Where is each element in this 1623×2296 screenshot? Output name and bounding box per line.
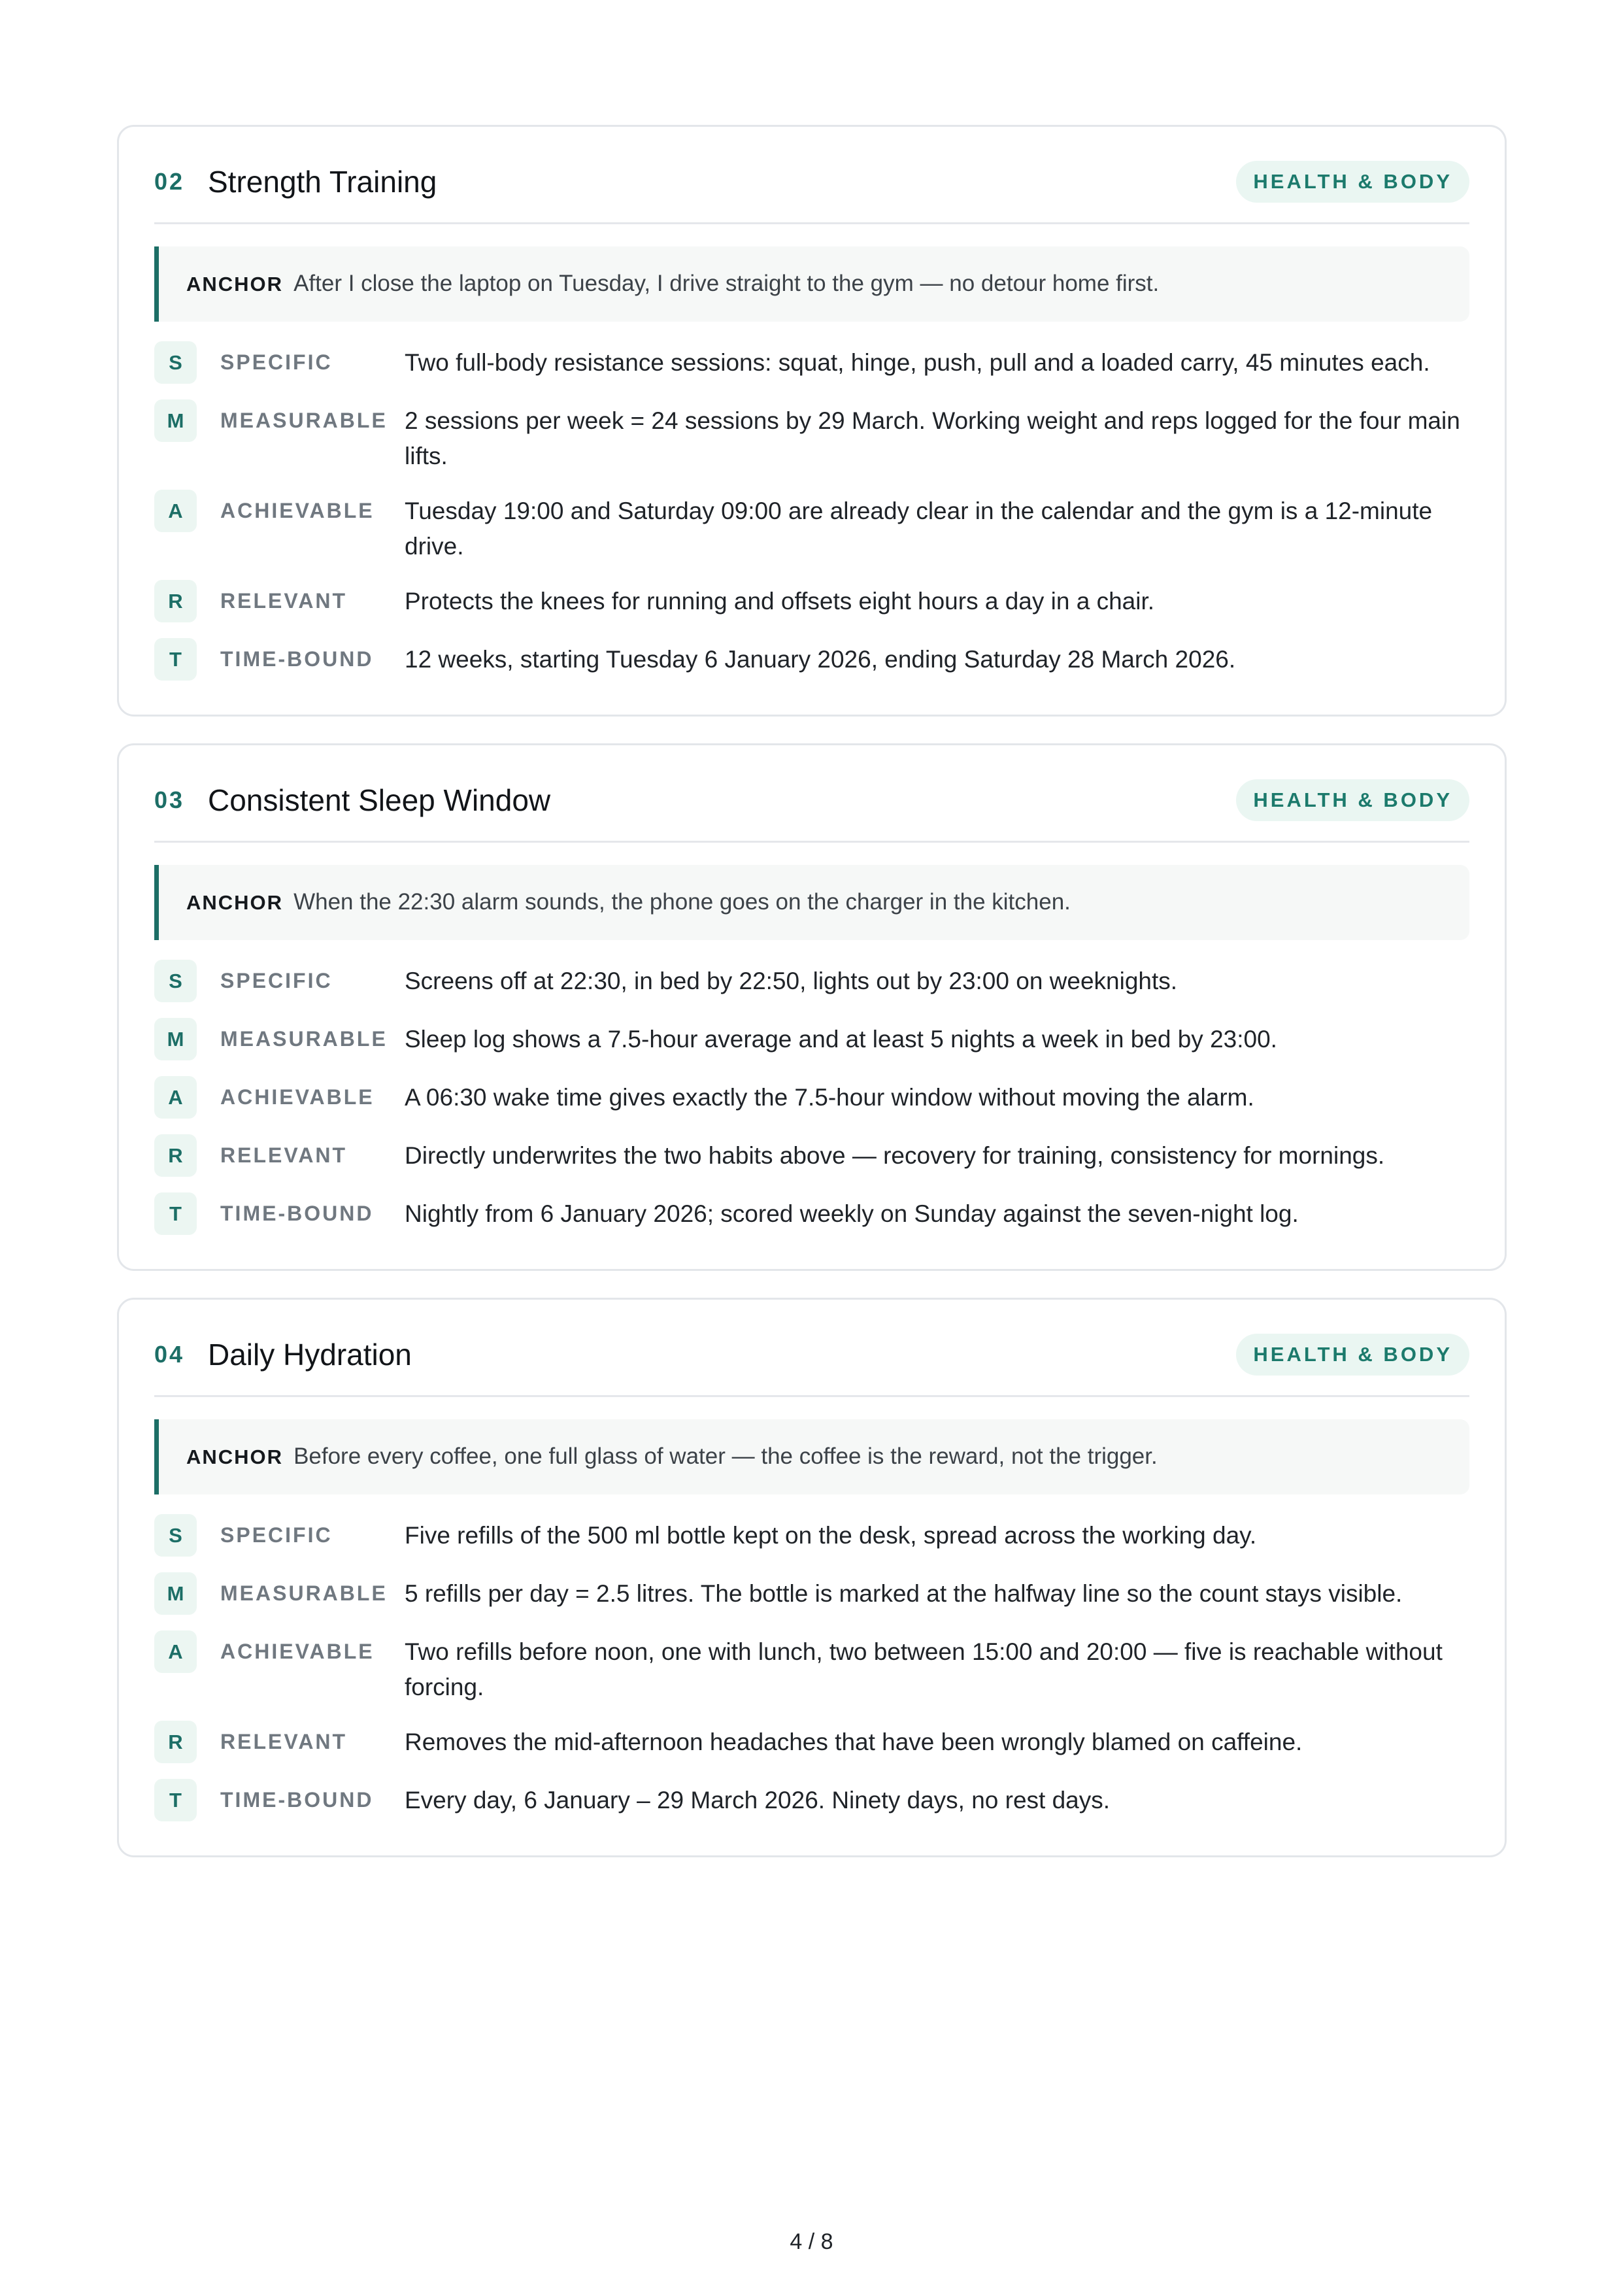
- specific-text: Two full-body resistance sessions: squat, hinge, push, pull and a loaded carry, 45 minutes each.: [405, 349, 1430, 376]
- t-letter-badge: T: [154, 638, 197, 681]
- time-bound-label: TIME-BOUND: [220, 1788, 374, 1812]
- m-letter-badge: M: [154, 1018, 197, 1060]
- relevant-label: RELEVANT: [220, 1730, 348, 1753]
- specific-label: SPECIFIC: [220, 350, 333, 374]
- goal-card: [117, 125, 1507, 717]
- time-bound-label: TIME-BOUND: [220, 1202, 374, 1225]
- m-letter-badge: M: [154, 1572, 197, 1615]
- a-letter-badge: A: [154, 1076, 197, 1119]
- measurable-row: [154, 1572, 1469, 1615]
- goal-cards: [117, 125, 1507, 1884]
- time-bound-row: [154, 1192, 1469, 1235]
- goal-number: 03: [154, 786, 185, 813]
- relevant-text: Removes the mid-afternoon headaches that have been wrongly blamed on caffeine.: [405, 1729, 1303, 1755]
- measurable-text: 2 sessions per week = 24 sessions by 29 March. Working weight and reps logged for the four main lifts.: [405, 407, 1460, 469]
- m-letter-badge: M: [154, 399, 197, 442]
- relevant-label: RELEVANT: [220, 589, 348, 613]
- page-number: 4 / 8: [790, 2229, 833, 2254]
- anchor-text: When the 22:30 alarm sounds, the phone goes on the charger in the kitchen.: [293, 889, 1071, 915]
- relevant-row: [154, 580, 1469, 622]
- achievable-row: [154, 1076, 1469, 1119]
- measurable-label: MEASURABLE: [220, 409, 388, 432]
- category-badge: HEALTH & BODY: [1236, 1334, 1469, 1376]
- smart-criteria: [154, 1514, 1469, 1821]
- measurable-label: MEASURABLE: [220, 1027, 388, 1051]
- time-bound-row: [154, 638, 1469, 681]
- relevant-text: Protects the knees for running and offsets eight hours a day in a chair.: [405, 588, 1155, 615]
- a-letter-badge: A: [154, 1630, 197, 1673]
- smart-criteria: [154, 341, 1469, 681]
- smart-criteria: [154, 960, 1469, 1235]
- time-bound-label: TIME-BOUND: [220, 647, 374, 671]
- r-letter-badge: R: [154, 1721, 197, 1763]
- time-bound-text: Nightly from 6 January 2026; scored weekly on Sunday against the seven-night log.: [405, 1200, 1299, 1227]
- measurable-text: 5 refills per day = 2.5 litres. The bottle is marked at the halfway line so the count stays visible.: [405, 1580, 1403, 1607]
- goal-number: 02: [154, 168, 185, 195]
- specific-row: [154, 341, 1469, 384]
- r-letter-badge: R: [154, 1134, 197, 1177]
- measurable-row: [154, 399, 1469, 474]
- specific-row: [154, 960, 1469, 1002]
- goal-title: Consistent Sleep Window: [208, 783, 551, 817]
- anchor-text: After I close the laptop on Tuesday, I drive straight to the gym — no detour home first.: [293, 271, 1160, 296]
- anchor-text: Before every coffee, one full glass of water — the coffee is the reward, not the trigger.: [293, 1443, 1158, 1469]
- t-letter-badge: T: [154, 1192, 197, 1235]
- achievable-label: ACHIEVABLE: [220, 1640, 375, 1663]
- anchor-label: ANCHOR: [186, 1445, 284, 1468]
- a-letter-badge: A: [154, 490, 197, 532]
- time-bound-row: [154, 1779, 1469, 1821]
- measurable-row: [154, 1018, 1469, 1060]
- s-letter-badge: S: [154, 960, 197, 1002]
- specific-row: [154, 1514, 1469, 1557]
- anchor-label: ANCHOR: [186, 891, 284, 914]
- category-badge: HEALTH & BODY: [1236, 161, 1469, 203]
- measurable-label: MEASURABLE: [220, 1581, 388, 1605]
- t-letter-badge: T: [154, 1779, 197, 1821]
- achievable-text: Two refills before noon, one with lunch, two between 15:00 and 20:00 — five is reachable without forcing.: [405, 1638, 1443, 1700]
- anchor-callout: [154, 865, 1469, 940]
- specific-text: Five refills of the 500 ml bottle kept on the desk, spread across the working day.: [405, 1522, 1257, 1549]
- achievable-text: A 06:30 wake time gives exactly the 7.5-hour window without moving the alarm.: [405, 1084, 1254, 1111]
- time-bound-text: Every day, 6 January – 29 March 2026. Ninety days, no rest days.: [405, 1787, 1111, 1814]
- goal-title: Daily Hydration: [208, 1338, 412, 1372]
- specific-text: Screens off at 22:30, in bed by 22:50, lights out by 23:00 on weeknights.: [405, 968, 1178, 994]
- goal-number: 04: [154, 1341, 185, 1368]
- goal-card-header: [154, 161, 1469, 224]
- achievable-label: ACHIEVABLE: [220, 499, 375, 522]
- goal-card-header: [154, 1334, 1469, 1397]
- achievable-row: [154, 1630, 1469, 1705]
- goal-card-header: [154, 779, 1469, 843]
- measurable-text: Sleep log shows a 7.5-hour average and at least 5 nights a week in bed by 23:00.: [405, 1026, 1277, 1053]
- category-badge: HEALTH & BODY: [1236, 779, 1469, 821]
- achievable-row: [154, 490, 1469, 564]
- specific-label: SPECIFIC: [220, 1523, 333, 1547]
- relevant-row: [154, 1721, 1469, 1763]
- s-letter-badge: S: [154, 1514, 197, 1557]
- relevant-row: [154, 1134, 1469, 1177]
- achievable-text: Tuesday 19:00 and Saturday 09:00 are already clear in the calendar and the gym is a 12-minute drive.: [405, 498, 1433, 560]
- r-letter-badge: R: [154, 580, 197, 622]
- relevant-text: Directly underwrites the two habits above — recovery for training, consistency for mornings.: [405, 1142, 1385, 1169]
- goal-card: [117, 1298, 1507, 1857]
- goal-card: [117, 743, 1507, 1271]
- anchor-label: ANCHOR: [186, 273, 284, 295]
- achievable-label: ACHIEVABLE: [220, 1085, 375, 1109]
- s-letter-badge: S: [154, 341, 197, 384]
- relevant-label: RELEVANT: [220, 1143, 348, 1167]
- goal-title: Strength Training: [208, 165, 437, 199]
- anchor-callout: [154, 1419, 1469, 1494]
- specific-label: SPECIFIC: [220, 969, 333, 992]
- time-bound-text: 12 weeks, starting Tuesday 6 January 2026, ending Saturday 28 March 2026.: [405, 646, 1236, 673]
- anchor-callout: [154, 246, 1469, 322]
